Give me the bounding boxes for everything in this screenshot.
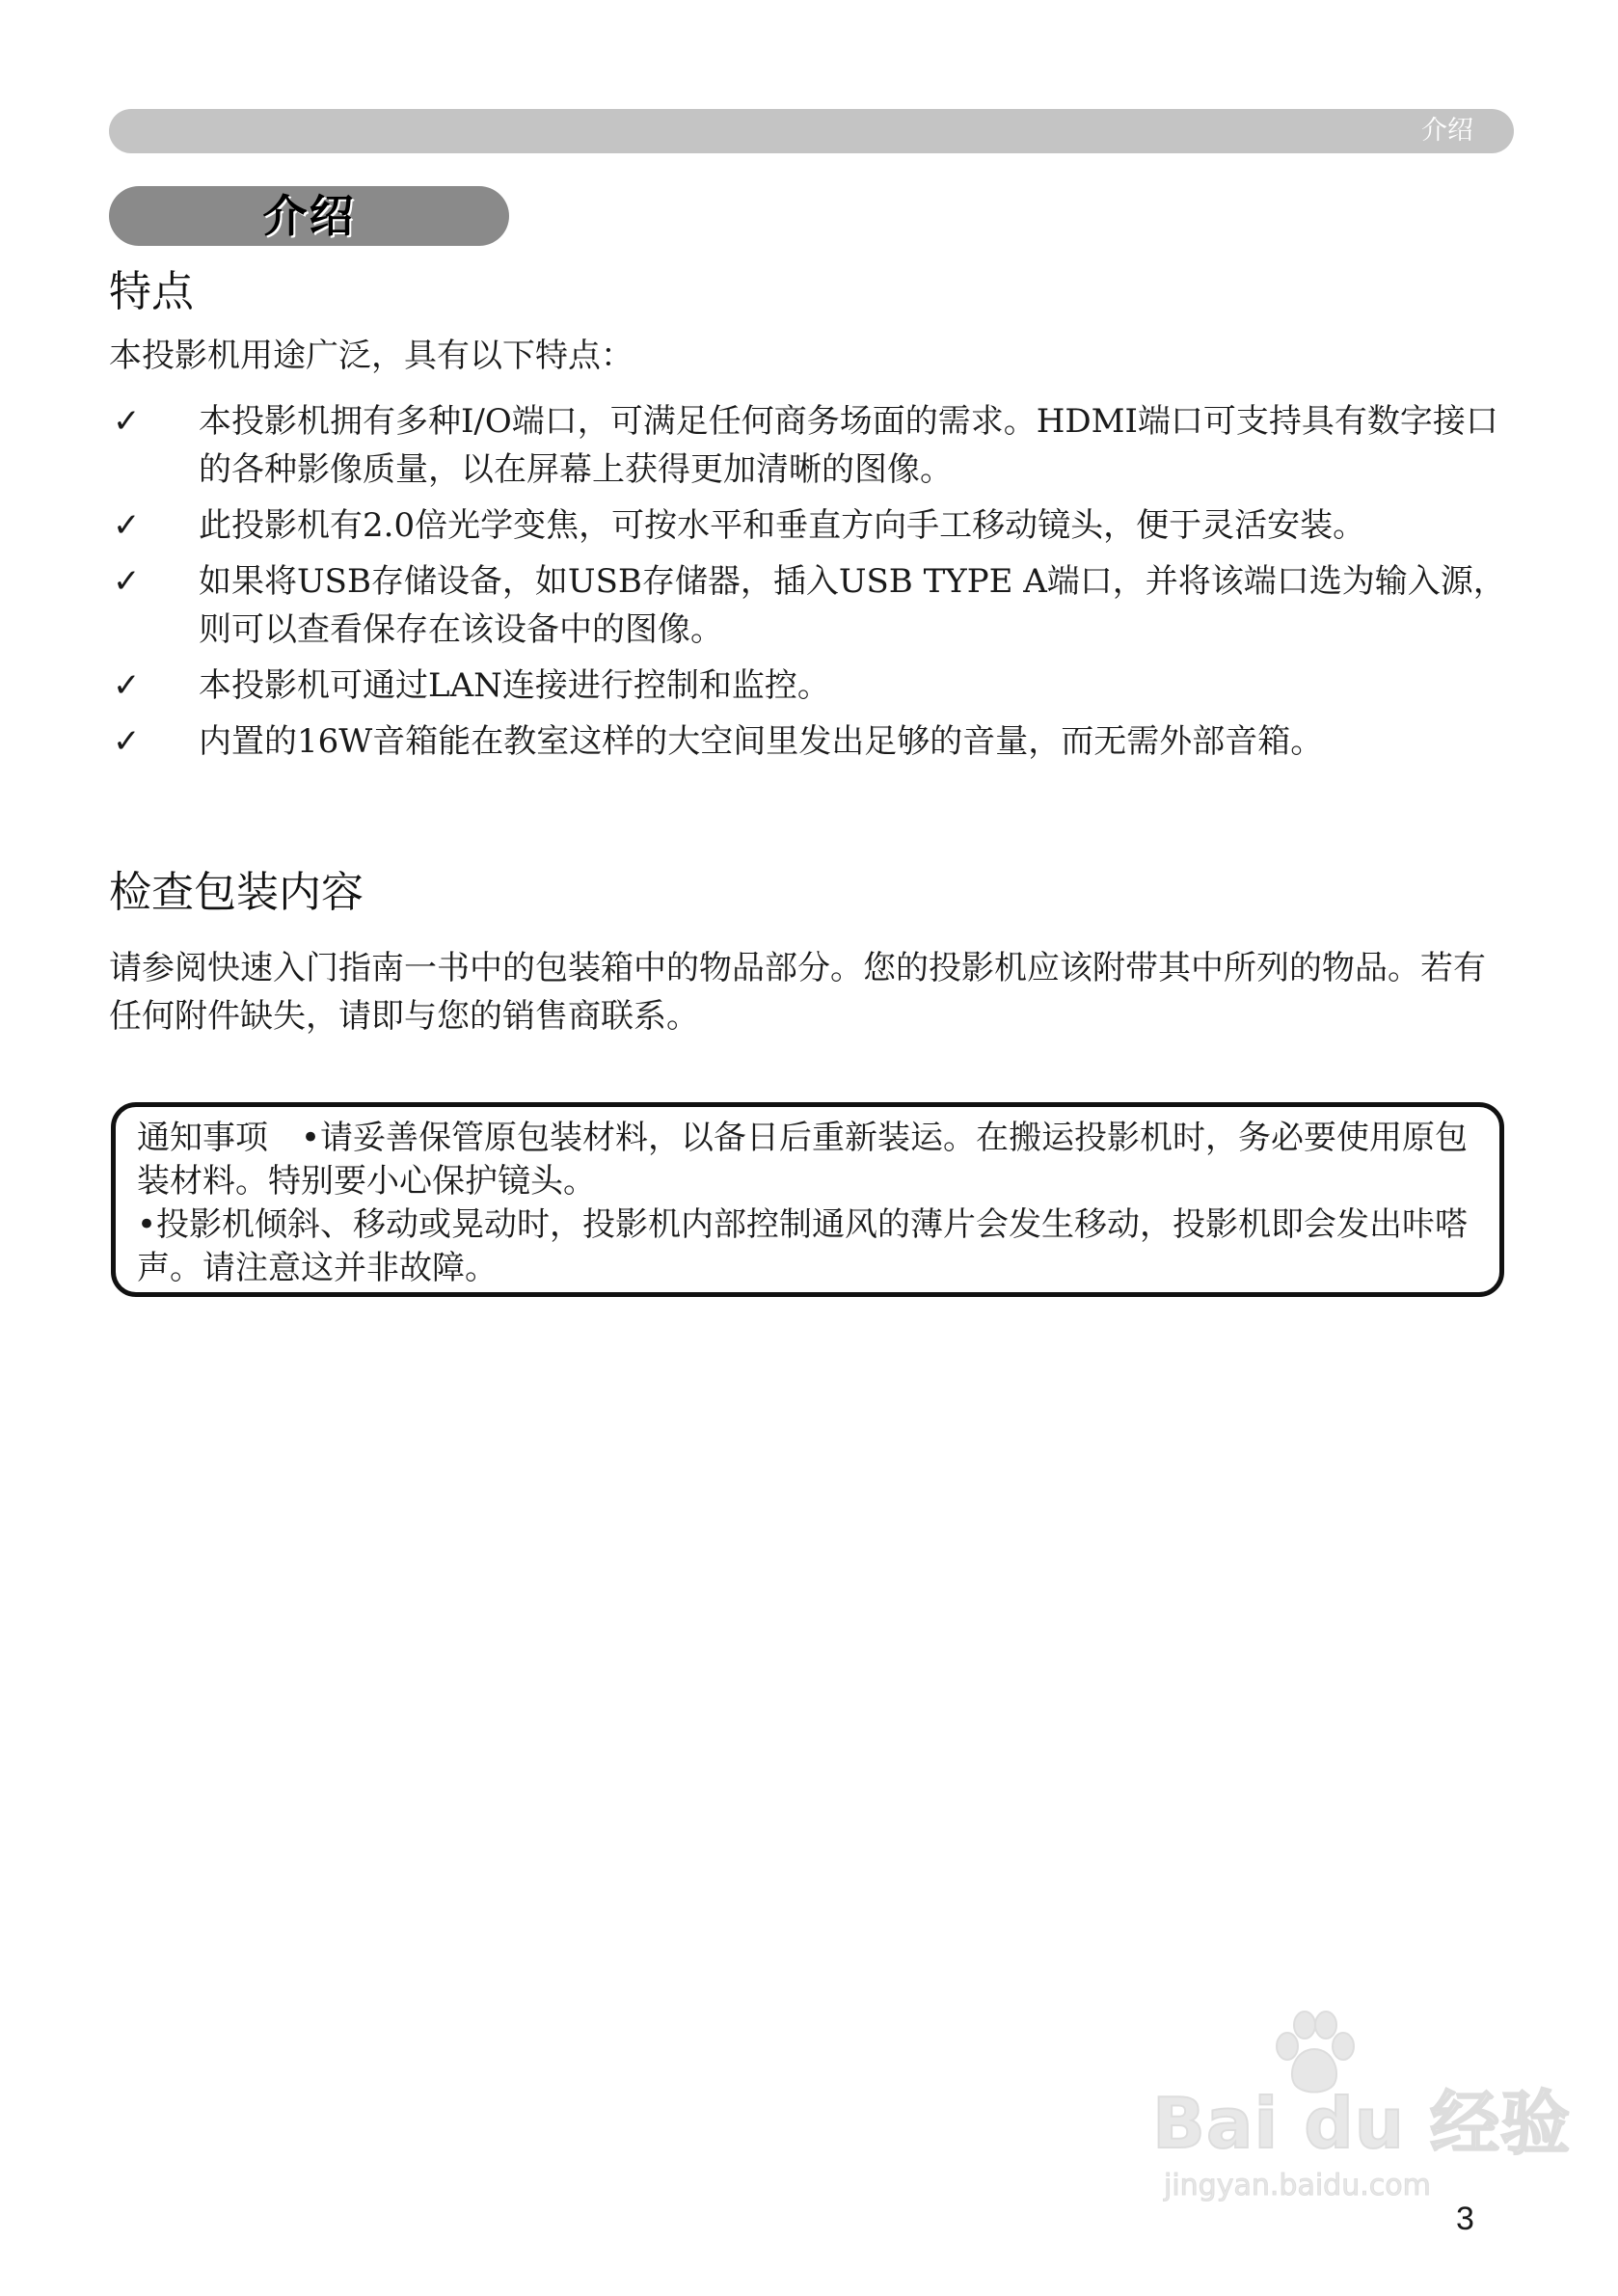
list-item	[109, 397, 1517, 494]
features-heading: 特点	[109, 267, 194, 316]
notice-paragraph-2	[137, 1203, 1478, 1290]
list-item	[109, 501, 1517, 550]
notice-box	[111, 1102, 1504, 1297]
running-header-label: 介绍	[1421, 116, 1473, 146]
package-body: 请参阅快速入门指南一书中的包装箱中的物品部分。您的投影机应该附带其中所列的物品。若有任何附件缺失，请即与您的销售商联系。	[109, 949, 1486, 1036]
feature-text: 本投影机拥有多种I/O端口，可满足任何商务场面的需求。HDMI端口可支持具有数字接口的各种影像质量，以在屏幕上获得更加清晰的图像。	[199, 402, 1498, 489]
list-item	[109, 662, 1517, 710]
feature-text: 如果将USB存储设备，如USB存储器，插入USB TYPE A端口，并将该端口选为输入源，则可以查看保存在该设备中的图像。	[199, 562, 1506, 649]
feature-text: 内置的16W音箱能在教室这样的大空间里发出足够的音量，而无需外部音箱。	[199, 722, 1324, 761]
running-header-bar	[109, 109, 1514, 153]
notice-label: 通知事项	[137, 1119, 268, 1157]
checkmark-icon: ✓	[113, 506, 141, 545]
notice-text-2: •投影机倾斜、移动或晃动时，投影机内部控制通风的薄片会发生移动，投影机即会发出咔嗒声。请注意这并非故障。	[137, 1205, 1469, 1287]
notice-text-1: •请妥善保管原包装材料，以备日后重新装运。在搬运投影机时，务必要使用原包装材料。特别要小心保护镜头。	[137, 1119, 1469, 1201]
section-title-pill	[109, 186, 509, 246]
section-title: 介绍	[262, 190, 356, 242]
list-item	[109, 717, 1517, 766]
watermark-url: jingyan.baidu.com	[1164, 2169, 1431, 2202]
feature-text: 本投影机可通过LAN连接进行控制和监控。	[199, 666, 830, 705]
checkmark-icon: ✓	[113, 666, 141, 705]
page-number: 3	[1456, 2201, 1474, 2237]
list-item	[109, 557, 1517, 654]
features-intro: 本投影机用途广泛，具有以下特点：	[109, 337, 634, 375]
features-list	[109, 397, 1517, 773]
checkmark-icon: ✓	[113, 402, 141, 441]
checkmark-icon: ✓	[113, 722, 141, 761]
feature-text: 此投影机有2.0倍光学变焦，可按水平和垂直方向手工移动镜头，便于灵活安装。	[199, 506, 1366, 545]
package-heading: 检查包装内容	[109, 868, 364, 917]
watermark-logo: Bai du 经验	[1152, 2083, 1572, 2164]
checkmark-icon: ✓	[113, 562, 141, 601]
baidu-watermark	[1152, 2006, 1572, 2208]
notice-paragraph-1	[137, 1117, 1478, 1203]
